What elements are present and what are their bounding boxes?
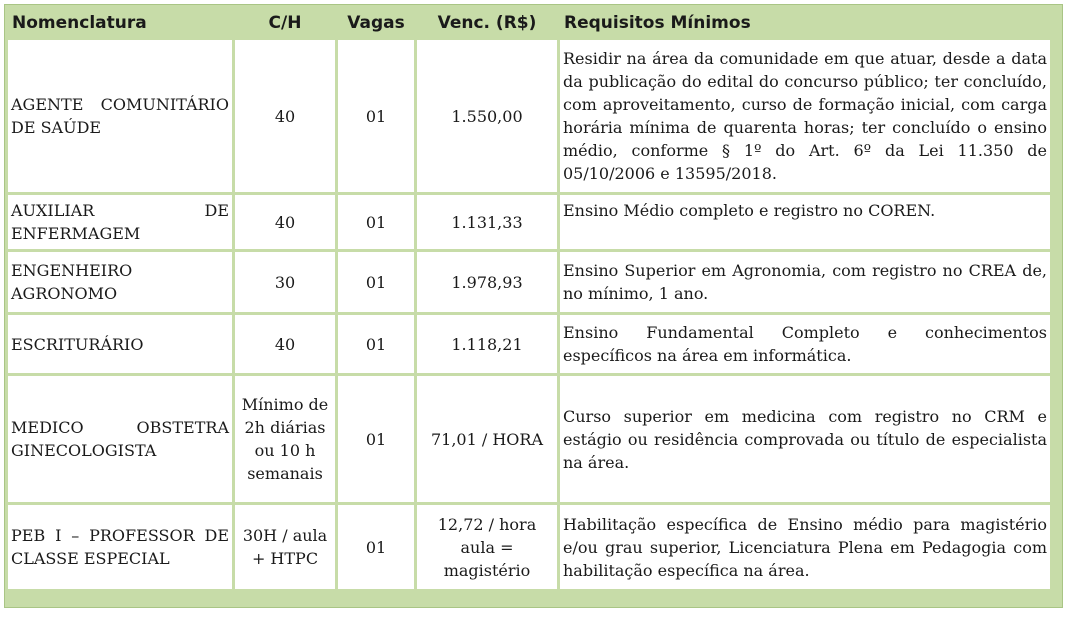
cell-ch: 30H / aula + HTPC (235, 505, 335, 589)
table-row (8, 40, 1050, 192)
table-header-row (8, 9, 1050, 37)
cell-requisitos: Residir na área da comunidade em que atuar, desde a data da publicação do edital do concurso público; ter concluído, com aproveitamento, curso de formação inicial, com carga horária mínima de quarenta horas; ter concluído o ensino médio, conforme § 1º do Art. 6º da Lei 11.350 de 05/10/2006 e 13595/2018. (560, 40, 1050, 192)
cell-venc: 1.978,93 (417, 252, 557, 312)
cell-nomenclatura: AGENTE COMUNITÁRIO DE SAÚDE (8, 40, 232, 192)
cell-nomenclatura: ESCRITURÁRIO (8, 315, 232, 373)
cell-requisitos: Ensino Fundamental Completo e conhecimentos específicos na área em informática. (560, 315, 1050, 373)
cell-ch: 40 (235, 195, 335, 249)
cell-vagas: 01 (338, 40, 414, 192)
cell-requisitos: Ensino Superior em Agronomia, com registro no CREA de, no mínimo, 1 ano. (560, 252, 1050, 312)
cell-requisitos: Habilitação específica de Ensino médio para magistério e/ou grau superior, Licenciatura Plena em Pedagogia com habilitação específica na área. (560, 505, 1050, 589)
cell-vagas: 01 (338, 376, 414, 502)
cell-nomenclatura: AUXILIAR DE ENFERMAGEM (8, 195, 232, 249)
cell-requisitos: Curso superior em medicina com registro no CRM e estágio ou residência comprovada ou título de especialista na área. (560, 376, 1050, 502)
vacancy-table (5, 6, 1053, 592)
cell-nomenclatura: ENGENHEIRO AGRONOMO (8, 252, 232, 312)
header-ch: C/H (235, 9, 335, 37)
cell-ch: 40 (235, 40, 335, 192)
header-requisitos: Requisitos Mínimos (560, 9, 1050, 37)
cell-venc: 1.118,21 (417, 315, 557, 373)
cell-venc: 71,01 / HORA (417, 376, 557, 502)
cell-vagas: 01 (338, 315, 414, 373)
cell-venc: 12,72 / hora aula = magistério (417, 505, 557, 589)
cell-ch: Mínimo de 2h diárias ou 10 h semanais (235, 376, 335, 502)
header-nomenclatura: Nomenclatura (8, 9, 232, 37)
cell-venc: 1.550,00 (417, 40, 557, 192)
cell-venc: 1.131,33 (417, 195, 557, 249)
cell-ch: 40 (235, 315, 335, 373)
header-vagas: Vagas (338, 9, 414, 37)
table-row (8, 315, 1050, 373)
cell-requisitos: Ensino Médio completo e registro no COREN. (560, 195, 1050, 249)
table-row (8, 505, 1050, 589)
table-row (8, 195, 1050, 249)
header-venc: Venc. (R$) (417, 9, 557, 37)
cell-vagas: 01 (338, 252, 414, 312)
cell-ch: 30 (235, 252, 335, 312)
cell-vagas: 01 (338, 195, 414, 249)
cell-vagas: 01 (338, 505, 414, 589)
table-row (8, 376, 1050, 502)
table-row (8, 252, 1050, 312)
cell-nomenclatura: PEB I – PROFESSOR DE CLASSE ESPECIAL (8, 505, 232, 589)
cell-nomenclatura: MEDICO OBSTETRA GINECOLOGISTA (8, 376, 232, 502)
